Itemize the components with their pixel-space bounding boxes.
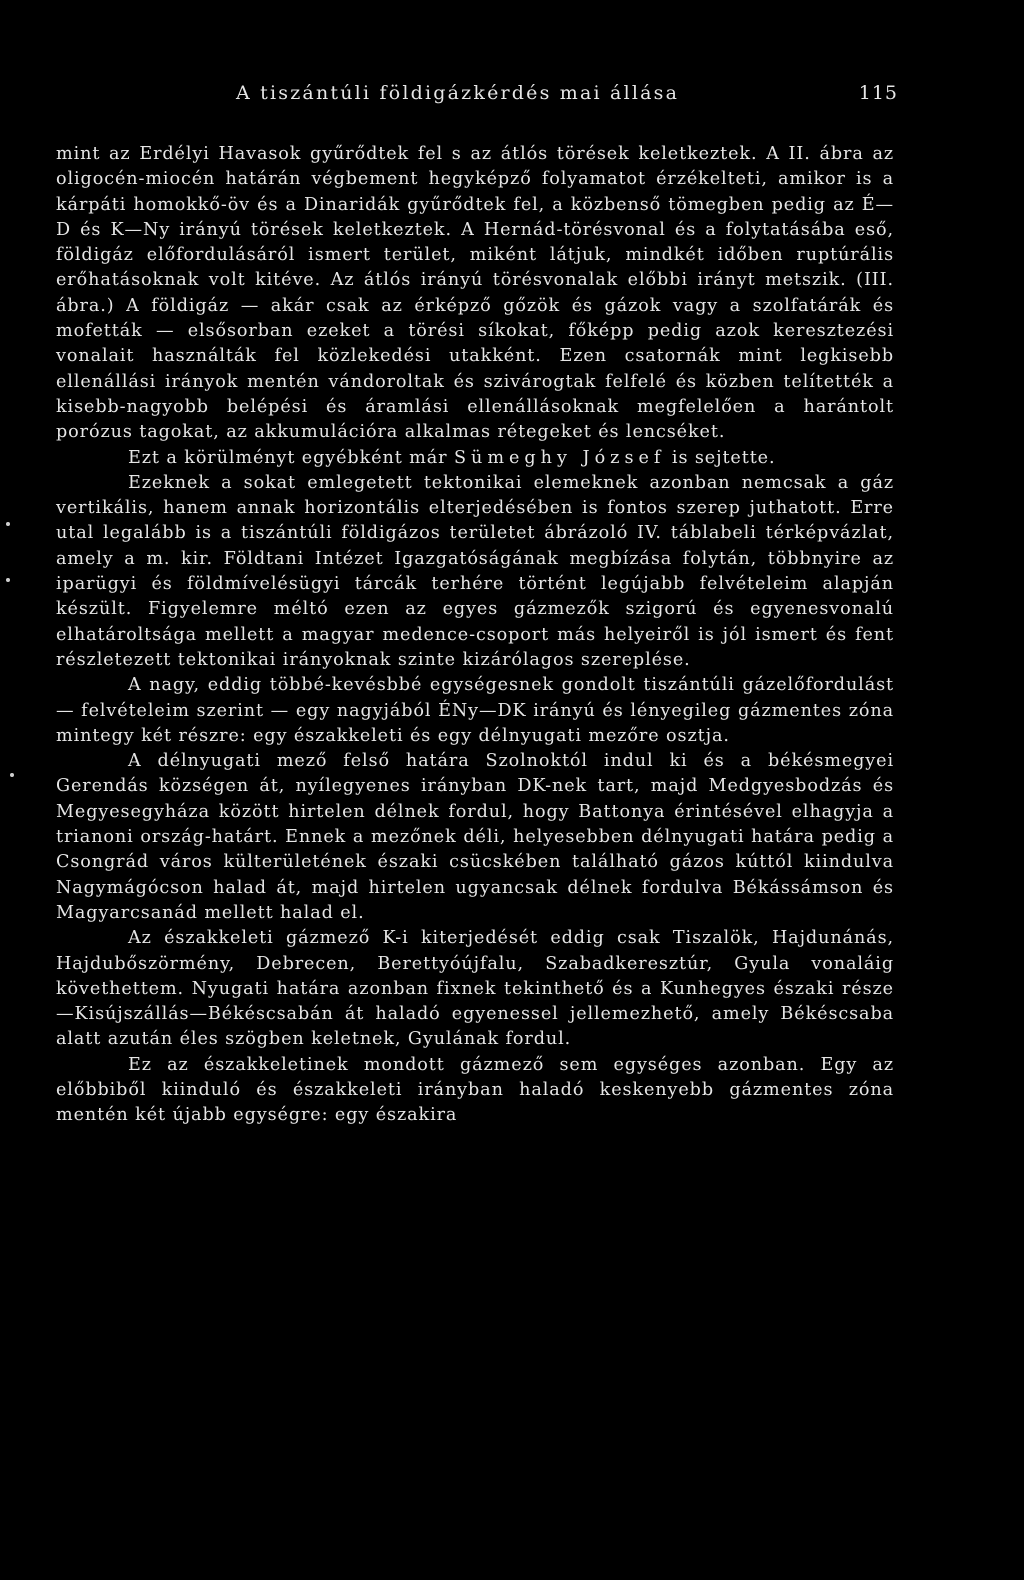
body-text [56, 142, 894, 1129]
paragraph-6: Az északkeleti gázmező K-i kiterjedését eddig csak Tiszalök, Hajdunánás, Hajdubőszörmény, Debrecen, Berettyóújfalu, Szabadkeresztúr, Gyula vonaláig követhettem. Nyugati határa azonban fixnek tekinthető és a Kunhegyes északi része—Kisújszállás—Békéscsabán át haladó egyenessel jellemezhető, amely Békéscsaba alatt azután éles szögben keletnek, Gyulának fordul. [56, 928, 894, 1050]
paragraph-2-text-before: Ezt a körülményt egyébként már [128, 447, 454, 468]
page-header [56, 82, 898, 122]
margin-speck [6, 522, 10, 526]
author-name-spaced: Sümeghy József [453, 447, 666, 468]
paragraph-2 [56, 446, 894, 471]
paragraph-4: A nagy, eddig többé-kevésbbé egységesnek gondolt tiszántúli gázelőfordulást — felvételeim szerint — egy nagyjából ÉNy—DK irányú és lényegileg gázmentes zóna mintegy két részre: egy északkeleti és egy délnyugati mezőre osztja. [56, 675, 894, 746]
paragraph-3: Ezeknek a sokat emlegetett tektonikai elemeknek azonban nemcsak a gáz vertikális, hanem annak horizontális elterjedésében is fontos szerep juthatott. Erre utal legalább is a tiszántúli földigázos területet ábrázoló IV. táblabeli térképvázlat, amely a m. kir. Földtani Intézet Igazgatóságának megbízása folytán, többnyire az iparügyi és földmívelésügyi tárcák terhére történt legújabb felvételeim alapján készült. Figyelemre méltó ezen az egyes gázmezők szigorú és egyenesvonalú elhatároltsága mellett a magyar medence-csoport más helyeiről is jól ismert és fent részletezett tektonikai irányoknak szinte kizárólagos szereplése. [56, 472, 894, 670]
page-number: 115 [858, 82, 898, 104]
running-title: A tiszántúli földigázkérdés mai állása [236, 82, 680, 104]
paragraph-7: Ez az északkeletinek mondott gázmező sem egységes azonban. Egy az előbbiből kiinduló és északkeleti irányban haladó keskenyebb gázmentes zóna mentén két újabb egységre: egy északira [56, 1054, 894, 1126]
paragraph-5: A délnyugati mező felső határa Szolnoktól indul ki és a békésmegyei Gerendás községen át, nyílegyenes irányban DK-nek tart, majd Medgyesbodzás és Megyesegyháza között hirtelen délnek fordul, hogy Battonya érintésével elhagyja a trianoni ország-határt. Ennek a mezőnek déli, helyesebben délnyugati határa pedig a Csongrád város külterületének északi csücskében található gázos kúttól kiindulva Nagymágócson halad át, majd hirtelen ugyancsak délnek fordulva Békássámson és Magyarcsanád mellett halad el. [56, 751, 894, 923]
margin-speck [6, 578, 10, 582]
paragraph-2-text-after: is sejtette. [665, 447, 776, 468]
margin-speck [10, 773, 14, 777]
paragraph-1: mint az Erdélyi Havasok gyűrődtek fel s az átlós törések keletkeztek. A II. ábra az oligocén-miocén határán végbement hegyképző folyamatot érzékelteti, amikor is a kárpáti homokkő-öv és a Dinaridák gyűrődtek fel, a közbenső tömegben pedig az É—D és K—Ny irányú törések keletkeztek. A Hernád-törésvonal és a folytatásába eső, földigáz előfordulásáról ismert terület, miként látjuk, mindkét időben ruptúrális erőhatásoknak volt kitéve. Az átlós irányú törésvonalak előbbi irányt metszik. (III. ábra.) A földigáz — akár csak az érképző gőzök és gázok vagy a szolfatárák és mofetták — elsősorban ezeket a törési síkokat, főképp pedig azok keresztezési vonalait használták fel közlekedési utakként. Ezen csatornák mint legkisebb ellenállási irányok mentén vándoroltak és szivárogtak felfelé és közben telítették a kisebb-nagyobb belépési és áramlási ellenállásoknak megfelelően a harántolt porózus tagokat, az akkumulációra alkalmas rétegeket és lencséket. [56, 144, 894, 443]
